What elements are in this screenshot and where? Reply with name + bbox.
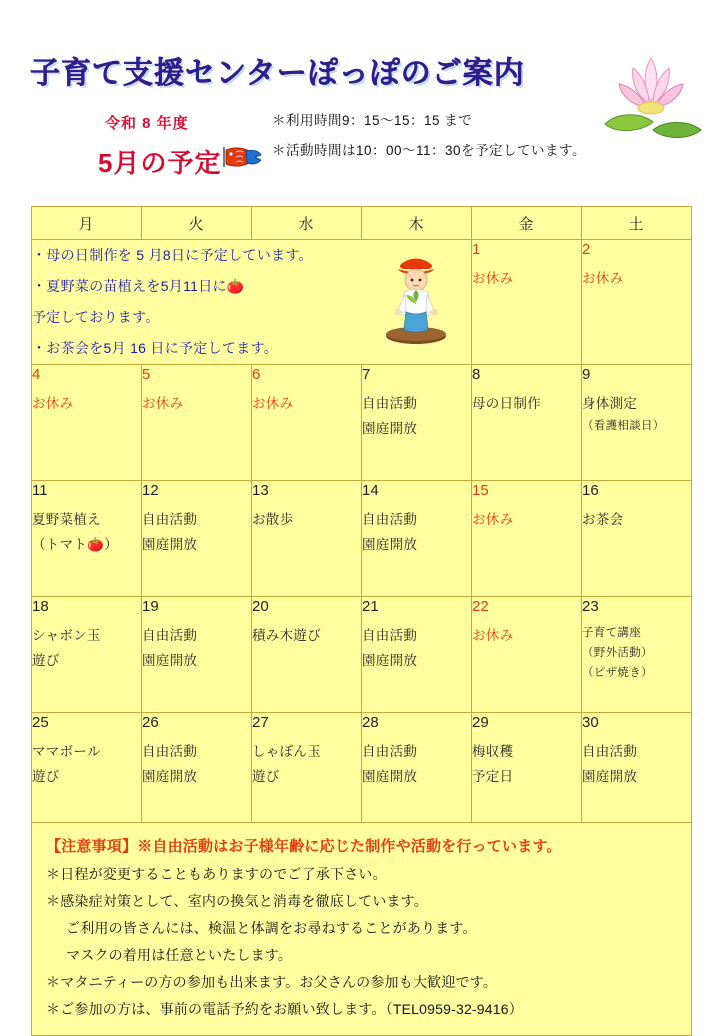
day-number: 19 xyxy=(142,598,159,615)
calendar-day-cell xyxy=(252,365,362,481)
day-events xyxy=(362,391,471,441)
day-number: 20 xyxy=(252,598,269,615)
calendar-table xyxy=(31,206,692,829)
day-events xyxy=(472,739,581,789)
event-item: 遊び xyxy=(32,769,60,784)
event-item: 梅収穫 xyxy=(472,744,514,759)
event-item: 園庭開放 xyxy=(142,537,198,552)
day-number: 13 xyxy=(252,482,269,499)
day-number: 15 xyxy=(472,482,489,499)
day-events xyxy=(582,739,691,789)
day-events xyxy=(362,739,471,789)
day-number: 28 xyxy=(362,714,379,731)
calendar-day-cell xyxy=(142,713,252,829)
calendar-day-cell xyxy=(582,365,692,481)
event-item: 園庭開放 xyxy=(142,653,198,668)
day-events xyxy=(252,623,361,648)
note-line: 予定しております。 xyxy=(32,309,160,325)
day-number: 30 xyxy=(582,714,599,731)
calendar-day-cell xyxy=(252,713,362,829)
day-events xyxy=(32,391,141,416)
event-item: お休み xyxy=(32,396,74,411)
day-events xyxy=(582,391,691,436)
day-events xyxy=(362,623,471,673)
event-item: （ピザ焼き） xyxy=(582,667,653,679)
event-item: 予定日 xyxy=(472,769,514,784)
day-events xyxy=(252,391,361,416)
event-item: 自由活動 xyxy=(362,628,418,643)
day-events xyxy=(582,623,691,683)
day-number: 8 xyxy=(472,366,481,383)
calendar-day-cell xyxy=(252,481,362,597)
info-line-1: ＊利用時間9：15〜15：15 まで xyxy=(272,113,473,128)
day-events xyxy=(142,507,251,557)
page-title: 子育て支援センターぽっぽのご案内 xyxy=(30,57,525,90)
day-number: 16 xyxy=(582,482,599,499)
header xyxy=(0,0,723,190)
weekday-header-tue: 火 xyxy=(142,207,252,240)
day-events xyxy=(472,507,581,532)
notices-box xyxy=(31,822,692,1036)
day-events xyxy=(32,507,141,557)
weekday-header-wed: 水 xyxy=(252,207,362,240)
calendar-day-cell xyxy=(582,713,692,829)
day-events xyxy=(362,507,471,557)
event-item: 自由活動 xyxy=(582,744,638,759)
day-number: 12 xyxy=(142,482,159,499)
event-item: お休み xyxy=(252,396,294,411)
event-item: しゃぼん玉 xyxy=(252,744,321,759)
day-number: 26 xyxy=(142,714,159,731)
note-line: ・お茶会を5月 16 日に予定してます。 xyxy=(32,340,279,356)
info-line-2: ＊活動時間は10：00〜11：30を予定しています。 xyxy=(272,143,586,158)
calendar-day-cell xyxy=(582,481,692,597)
weekday-header-fri: 金 xyxy=(472,207,582,240)
day-events xyxy=(582,507,691,532)
calendar-day-cell xyxy=(32,713,142,829)
day-number: 9 xyxy=(582,366,591,383)
day-number: 23 xyxy=(582,598,599,615)
calendar-day-cell xyxy=(472,597,582,713)
notice-line: ＊感染症対策として、室内の換気と消毒を徹底しています。 xyxy=(46,893,428,909)
event-item: 園庭開放 xyxy=(362,769,418,784)
day-number: 7 xyxy=(362,366,371,383)
event-item: （看護相談日） xyxy=(582,420,665,432)
event-item: お休み xyxy=(142,396,184,411)
info-lines xyxy=(272,106,586,166)
event-item: 母の日制作 xyxy=(472,396,541,411)
calendar-day-cell xyxy=(362,481,472,597)
weekday-header-sat: 土 xyxy=(582,207,692,240)
event-item: お休み xyxy=(472,628,514,643)
tomato-icon: 🍅 xyxy=(226,278,245,294)
day-events xyxy=(142,623,251,673)
event-item: お休み xyxy=(472,271,514,286)
event-item: 積み木遊び xyxy=(252,628,321,643)
day-events xyxy=(142,391,251,416)
event-item: 自由活動 xyxy=(142,744,198,759)
event-item: 園庭開放 xyxy=(362,537,418,552)
event-item: 園庭開放 xyxy=(582,769,638,784)
calendar-week-row xyxy=(32,481,692,597)
year-label: 令和 8 年度 xyxy=(105,115,189,132)
monthly-notes xyxy=(32,240,472,365)
notices-heading: 【注意事項】※自由活動はお子様年齢に応じた制作や活動を行っています。 xyxy=(46,838,562,855)
day-number: 11 xyxy=(32,482,48,499)
calendar-day-cell xyxy=(32,597,142,713)
event-item: 自由活動 xyxy=(142,512,198,527)
event-item: 自由活動 xyxy=(362,512,418,527)
calendar-day-cell xyxy=(582,597,692,713)
day-number: 27 xyxy=(252,714,269,731)
calendar-week-row xyxy=(32,597,692,713)
notice-line-phone: ＊ご参加の方は、事前の電話予約をお願い致します。（TEL0959-32-9416） xyxy=(46,1001,523,1017)
event-item: 園庭開放 xyxy=(362,421,418,436)
note-line-text: ・夏野菜の苗植えを5月11日に xyxy=(32,278,227,294)
event-item: 遊び xyxy=(252,769,280,784)
day-events xyxy=(472,623,581,648)
day-number: 1 xyxy=(472,241,481,258)
day-number: 29 xyxy=(472,714,489,731)
event-item: 自由活動 xyxy=(362,744,418,759)
day-events xyxy=(142,739,251,789)
month-label: 5月の予定 xyxy=(98,148,222,178)
notice-line: ご利用の皆さんには、検温と体調をお尋ねすることがあります。 xyxy=(66,920,477,936)
calendar-day-cell xyxy=(142,481,252,597)
calendar-day-cell xyxy=(142,365,252,481)
calendar-day-cell xyxy=(32,365,142,481)
event-item: 夏野菜植え xyxy=(32,512,101,527)
day-events xyxy=(252,739,361,789)
event-item: 子育て講座 xyxy=(582,627,641,639)
day-events xyxy=(32,739,141,789)
calendar-day-cell xyxy=(362,365,472,481)
event-item: 遊び xyxy=(32,653,60,668)
day-number: 25 xyxy=(32,714,49,731)
child-gardening-illustration xyxy=(379,250,453,346)
note-line: ・母の日制作を 5 月8日に予定しています。 xyxy=(32,247,313,263)
event-item: お散歩 xyxy=(252,512,294,527)
event-item: 園庭開放 xyxy=(142,769,198,784)
notice-line: マスクの着用は任意といたします。 xyxy=(66,947,293,963)
day-number: 5 xyxy=(142,366,151,383)
event-item: お休み xyxy=(472,512,514,527)
event-item: （野外活動） xyxy=(582,647,653,659)
day-number: 21 xyxy=(362,598,379,615)
calendar-day-cell xyxy=(472,365,582,481)
calendar-day-cell xyxy=(582,240,692,365)
day-number: 14 xyxy=(362,482,379,499)
calendar-day-cell xyxy=(362,713,472,829)
event-item: お茶会 xyxy=(582,512,624,527)
notice-line: ＊日程が変更することもありますのでご了承下さい。 xyxy=(46,866,387,882)
event-item: 自由活動 xyxy=(142,628,198,643)
calendar-day-cell xyxy=(472,240,582,365)
day-events xyxy=(32,623,141,673)
event-item: ママボール xyxy=(32,744,101,759)
weekday-header-thu: 木 xyxy=(362,207,472,240)
calendar-day-cell xyxy=(142,597,252,713)
day-number: 2 xyxy=(582,241,591,258)
calendar-week-row xyxy=(32,365,692,481)
day-number: 18 xyxy=(32,598,49,615)
weekday-header-mon: 月 xyxy=(32,207,142,240)
lotus-flower-icon xyxy=(593,38,709,148)
calendar-header-row xyxy=(32,207,692,240)
calendar-week-row xyxy=(32,713,692,829)
day-events xyxy=(472,266,581,291)
event-item: 身体測定 xyxy=(582,396,638,411)
day-number: 22 xyxy=(472,598,489,615)
event-item: 園庭開放 xyxy=(362,653,418,668)
event-item: お休み xyxy=(582,271,624,286)
notice-line: ＊マタニティーの方の参加も出来ます。お父さんの参加も大歓迎です。 xyxy=(46,974,498,990)
event-item: シャボン玉 xyxy=(32,628,101,643)
day-events xyxy=(582,266,691,291)
koinobori-icon xyxy=(222,144,262,170)
calendar-day-cell xyxy=(472,481,582,597)
event-item: 自由活動 xyxy=(362,396,418,411)
day-number: 6 xyxy=(252,366,261,383)
day-events xyxy=(252,507,361,532)
calendar-week-row xyxy=(32,240,692,365)
event-item: （トマト🍅） xyxy=(32,537,119,552)
day-number: 4 xyxy=(32,366,41,383)
calendar-day-cell xyxy=(32,481,142,597)
calendar-day-cell xyxy=(252,597,362,713)
calendar-day-cell xyxy=(472,713,582,829)
calendar-day-cell xyxy=(362,597,472,713)
day-events xyxy=(472,391,581,416)
